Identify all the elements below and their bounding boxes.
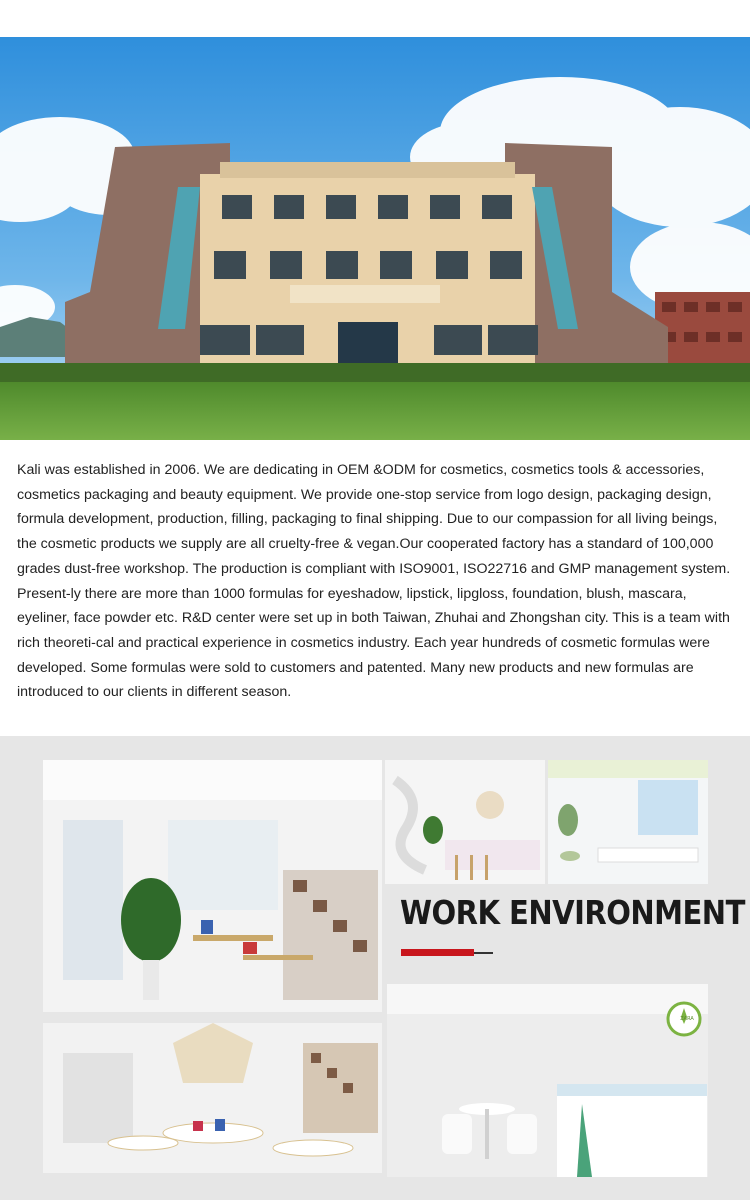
lounge-photo [548, 760, 708, 884]
company-description-text: Kali was established in 2006. We are dedicating in OEM &ODM for cosmetics, cosmetics tools & accessories, cosmetics packaging and beauty equipment. We provide one-stop service from logo design, packaging design, formula development, production, filling, packaging to final shipping. Due to our compassion for all living beings, the cosmetic products we supply are all cruelty-free & vegan.Our cooperated factory has a standard of 100,000 grades dust-free workshop. The production is compliant with ISO9001, ISO22716 and GMP management system. Present-ly there are more than 1000 formulas for eyeshadow, lipstick, lipgloss, foundation, blush, mascara, eyeliner, face powder etc. R&D center were set up in both Taiwan, Zhuhai and Zhongshan city. This is a team with rich theoreti-cal and practical experience in cosmetics industry. Each year hundreds of cosmetic formulas were developed. Some formulas were sold to customers and patented. Many new products and new formulas are introduced to our clients in different season. [17, 462, 731, 701]
title-accent-line [474, 952, 493, 954]
reception-desk-photo [387, 984, 708, 1177]
factory-building-photo [0, 37, 750, 440]
work-environment-title: WORK ENVIRONMENT [400, 893, 745, 932]
company-description [17, 458, 739, 705]
reception-logo-text: ZARA [680, 1016, 694, 1022]
lobby-photo [385, 760, 545, 884]
showroom-photo [43, 760, 382, 1012]
display-tables-photo [43, 1023, 382, 1173]
title-accent-bar [401, 949, 474, 956]
